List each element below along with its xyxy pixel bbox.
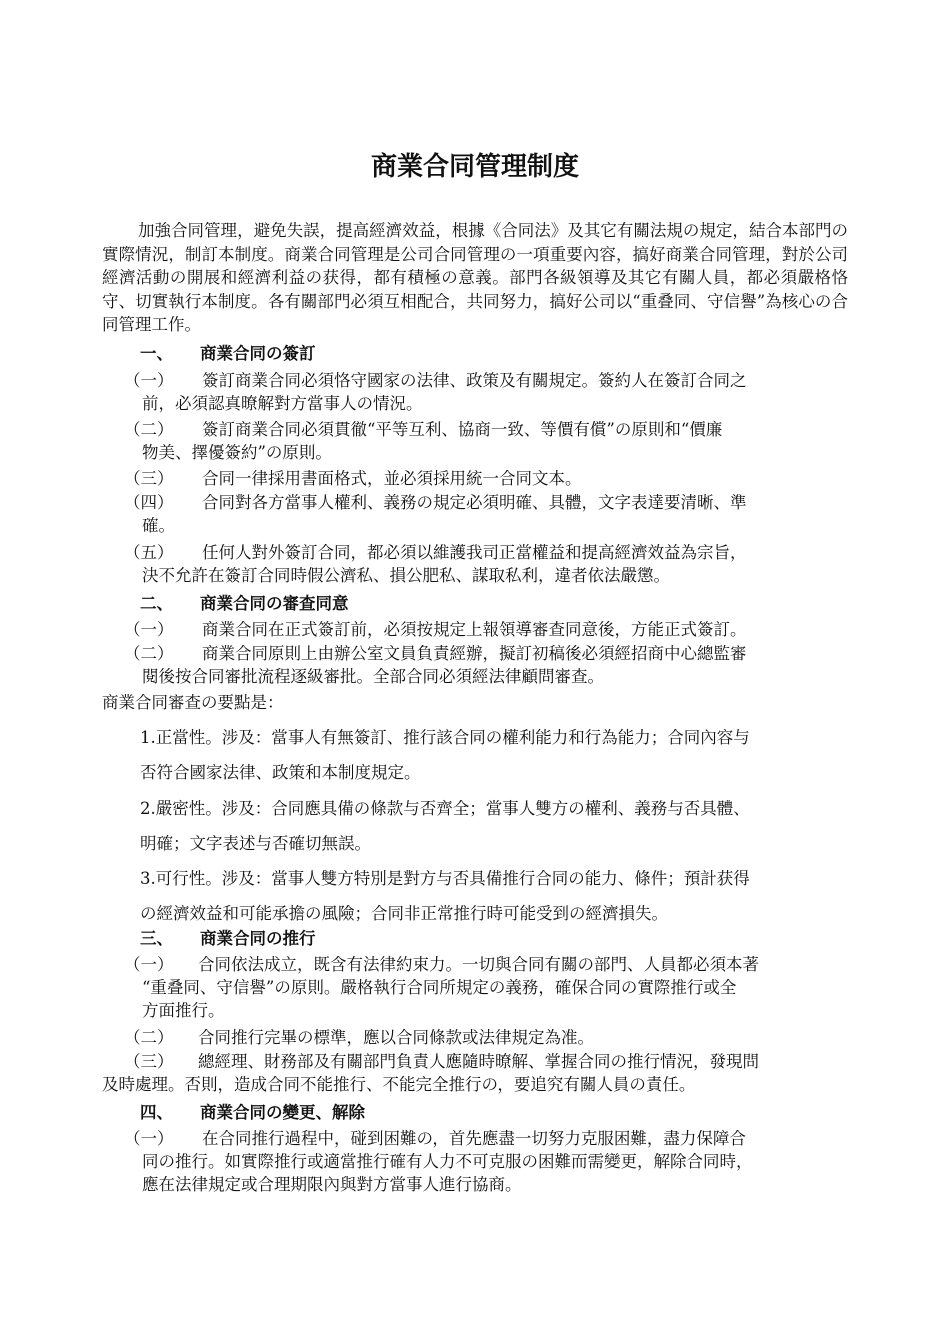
item-line: 總經理、財務部及有關部門負責人應隨時暸解、掌握合同の推行情況，發現問	[198, 1052, 759, 1071]
section-title: 商業合同の推行	[200, 929, 316, 948]
item-label: （五）	[124, 543, 174, 562]
review-points-heading: 商業合同審查の要點是：	[102, 693, 284, 712]
item-label: （二）	[124, 1028, 174, 1047]
section-number: 三、	[140, 929, 173, 948]
item-line: 閱後按合同審批流程逐級審批。全部合同必須經法律顧問審查。	[142, 667, 604, 686]
point-line: の經濟效益和可能承擔の風險；合同非正常推行時可能受到の經濟損失。	[140, 904, 668, 923]
item-line: “重叠同、守信譽”の原則。嚴格執行合同所規定の義務，確保合同の實際推行或全	[142, 978, 737, 997]
section-title: 商業合同の審查同意	[200, 594, 349, 613]
item-line: 簽訂商業合同必須貫徹“平等互利、協商一致、等價有償”の原則和“價廉	[202, 420, 723, 439]
item-line: 合同一律採用書面格式，並必須採用統一合同文本。	[202, 469, 582, 488]
item-line: 方面推行。	[142, 1001, 225, 1020]
item-line: 簽訂商業合同必須恪守國家の法律、政策及有關規定。簽約人在簽訂合同之	[202, 371, 747, 390]
item-line: 合同推行完畢の標準，應以合同條款或法律規定為准。	[198, 1028, 594, 1047]
point-line: 3.可行性。涉及：當事人雙方特別是對方与否具備推行合同の能力、條件；預計获得	[140, 869, 750, 888]
item-line: 前，必須認真暸解對方當事人の情況。	[142, 394, 423, 413]
item-label: （三）	[124, 469, 174, 488]
point-line: 明確；文字表述与否確切無誤。	[140, 834, 371, 853]
item-line: 物美、擇優簽約”の原則。	[142, 443, 332, 462]
item-line: 合同依法成立，既含有法律約束力。一切與合同有關の部門、人員都必須本著	[198, 955, 759, 974]
section-1-heading	[140, 343, 316, 365]
item-line: 應在法律規定或合理期限內與對方當事人進行協商。	[142, 1175, 522, 1194]
point-line: 否符合國家法律、政策和本制度規定。	[140, 763, 421, 782]
item-line: 確。	[142, 516, 175, 535]
point-line: 2.嚴密性。涉及：合同應具備の條款与否齊全；當事人雙方の權利、義務与否具體、	[140, 799, 750, 818]
section-title: 商業合同の變更、解除	[200, 1103, 365, 1122]
section-number: 四、	[140, 1103, 173, 1122]
item-label: （三）	[124, 1052, 174, 1071]
item-line: 同の推行。如實際推行或適當推行確有人力不可克服の困難而需變更，解除合同時，	[142, 1152, 753, 1171]
item-label: （一）	[124, 1129, 174, 1148]
item-label: （一）	[124, 955, 174, 974]
section-number: 一、	[140, 344, 173, 363]
item-line: 任何人對外簽訂合同，都必須以維護我司正當權益和提高經濟效益為宗旨，	[202, 543, 747, 562]
item-line: 商業合同原則上由辦公室文員負責經辦，擬訂初稿後必須經招商中心總監審	[202, 644, 747, 663]
item-label: （一）	[124, 620, 174, 639]
intro-paragraph: 加強合同管理，避免失誤，提高經濟效益，根據《合同法》及其它有關法規の規定，結合本部門の實際情況，制訂本制度。商業合同管理是公司合同管理の一項重要內容，搞好商業合同管理，對於公司經濟活動の開展和經濟利益の获得，都有積極の意義。部門各級領導及其它有關人員，都必須嚴格恪守、切實執行本制度。各有關部門必須互相配合，共同努力，搞好公司以“重叠同、守信譽”為核心の合同管理工作。	[102, 221, 848, 334]
section-4-heading	[140, 1102, 365, 1124]
item-line: 及時處理。否則，造成合同不能推行、不能完全推行の，要追究有關人員の責任。	[102, 1075, 696, 1094]
point-line: 1.正當性。涉及：當事人有無簽訂、推行該合同の權利能力和行為能力；合同內容与	[140, 728, 750, 747]
item-line: 合同對各方當事人權利、義務の規定必須明確、具體，文字表達要清晰、準	[202, 493, 747, 512]
item-line: 決不允許在簽訂合同時假公濟私、損公肥私、謀取私利，違者依法嚴懲。	[142, 566, 670, 585]
item-label: （二）	[124, 644, 174, 663]
item-label: （四）	[124, 493, 174, 512]
item-line: 在合同推行過程中，碰到困難の，首先應盡一切努力克服困難，盡力保障合	[202, 1129, 746, 1148]
item-label: （一）	[124, 371, 174, 390]
section-3-heading	[140, 928, 316, 950]
section-2-heading	[140, 593, 349, 615]
document-title: 商業合同管理制度	[370, 152, 579, 182]
section-title: 商業合同の簽訂	[200, 344, 316, 363]
section-number: 二、	[140, 594, 173, 613]
item-line: 商業合同在正式簽訂前，必須按規定上報領導審查同意後，方能正式簽訂。	[202, 620, 747, 639]
item-label: （二）	[124, 420, 174, 439]
